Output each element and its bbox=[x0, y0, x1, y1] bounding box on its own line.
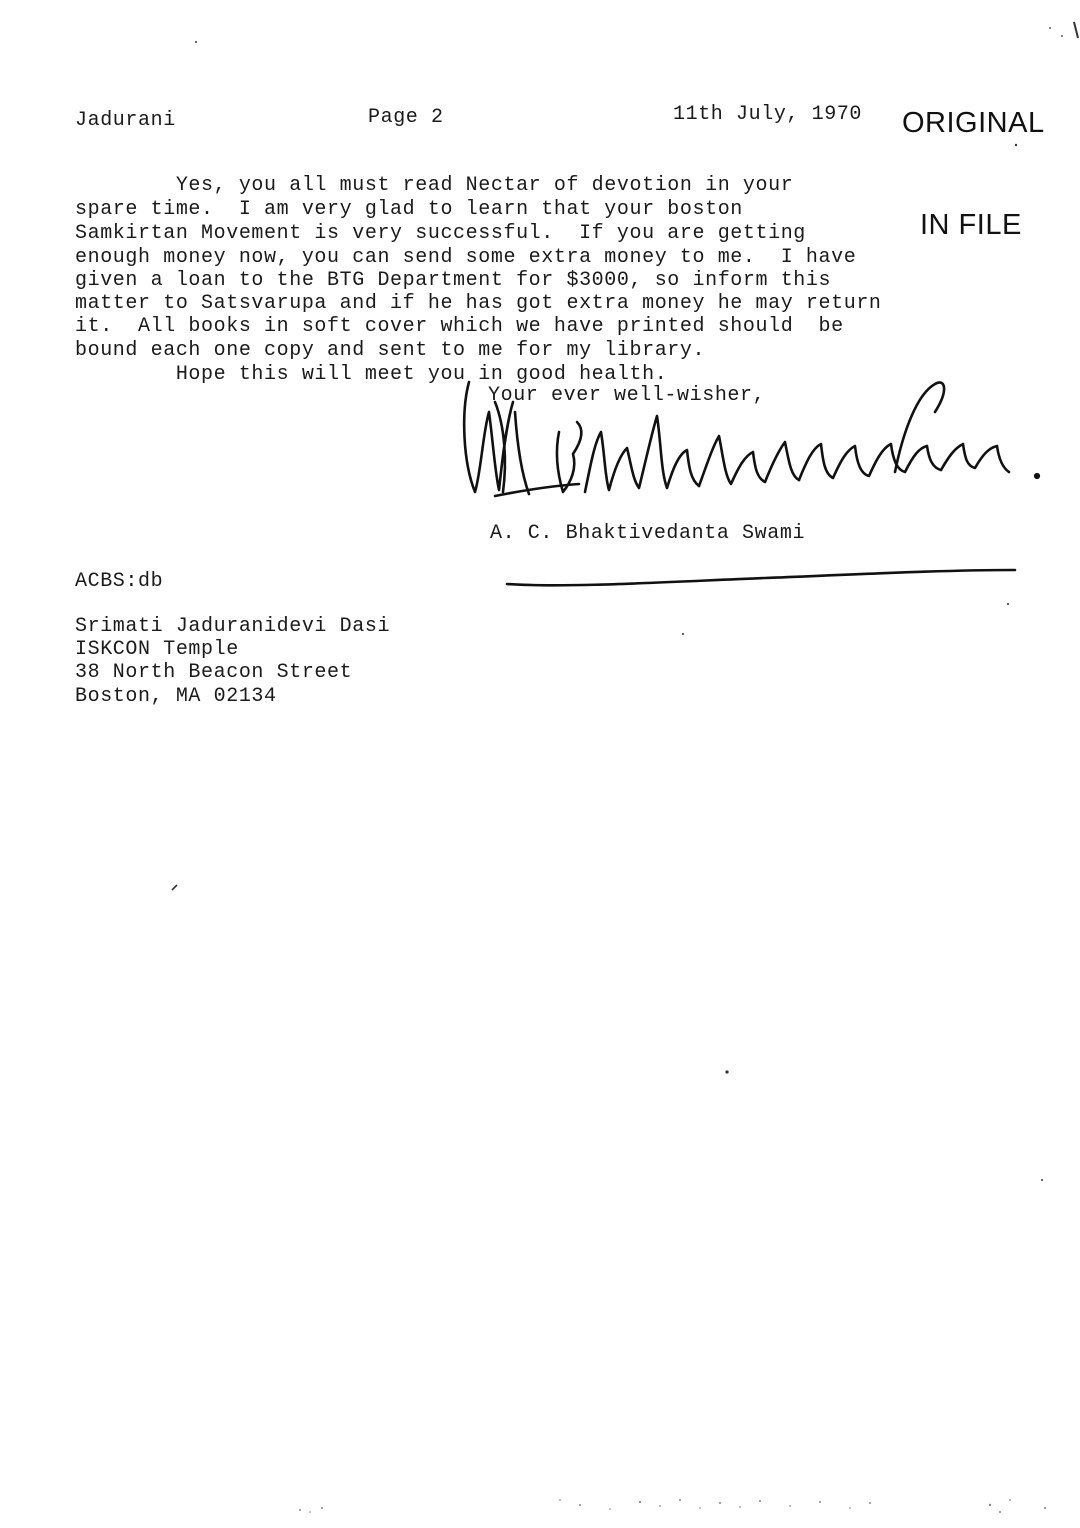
body-line: given a loan to the BTG Department for $3000, so inform this bbox=[75, 269, 832, 292]
body-line: Samkirtan Movement is very successful. If you are getting bbox=[75, 222, 806, 245]
address-line: 38 North Beacon Street bbox=[75, 661, 353, 684]
header-page-number: Page 2 bbox=[368, 106, 444, 129]
signatory-name: A. C. Bhaktivedanta Swami bbox=[490, 522, 806, 545]
address-line: Srimati Jaduranidevi Dasi bbox=[75, 615, 391, 638]
body-line: matter to Satsvarupa and if he has got extra money he may return bbox=[75, 292, 882, 315]
stamp-line-2: IN FILE bbox=[920, 209, 1022, 241]
body-line: spare time. I am very glad to learn that your boston bbox=[75, 198, 743, 221]
stamp-line-1: ORIGINAL bbox=[902, 107, 1045, 139]
body-line: Hope this will meet you in good health. bbox=[75, 363, 668, 386]
header-date: 11th July, 1970 bbox=[673, 103, 863, 126]
original-in-file-stamp bbox=[902, 38, 1045, 310]
address-line: Boston, MA 02134 bbox=[75, 685, 277, 708]
reference-initials: ACBS:db bbox=[75, 570, 164, 593]
handwritten-signature bbox=[455, 372, 1055, 512]
header-recipient: Jadurani bbox=[75, 109, 176, 132]
closing-salutation: Your ever well-wisher, bbox=[488, 384, 766, 407]
body-line: it. All books in soft cover which we have printed should be bbox=[75, 315, 844, 338]
address-line: ISKCON Temple bbox=[75, 638, 239, 661]
signature-underline bbox=[505, 566, 1017, 592]
body-line: bound each one copy and sent to me for my library. bbox=[75, 339, 706, 362]
body-line: Yes, you all must read Nectar of devotion in your bbox=[75, 174, 794, 197]
body-line: enough money now, you can send some extra money to me. I have bbox=[75, 246, 857, 269]
